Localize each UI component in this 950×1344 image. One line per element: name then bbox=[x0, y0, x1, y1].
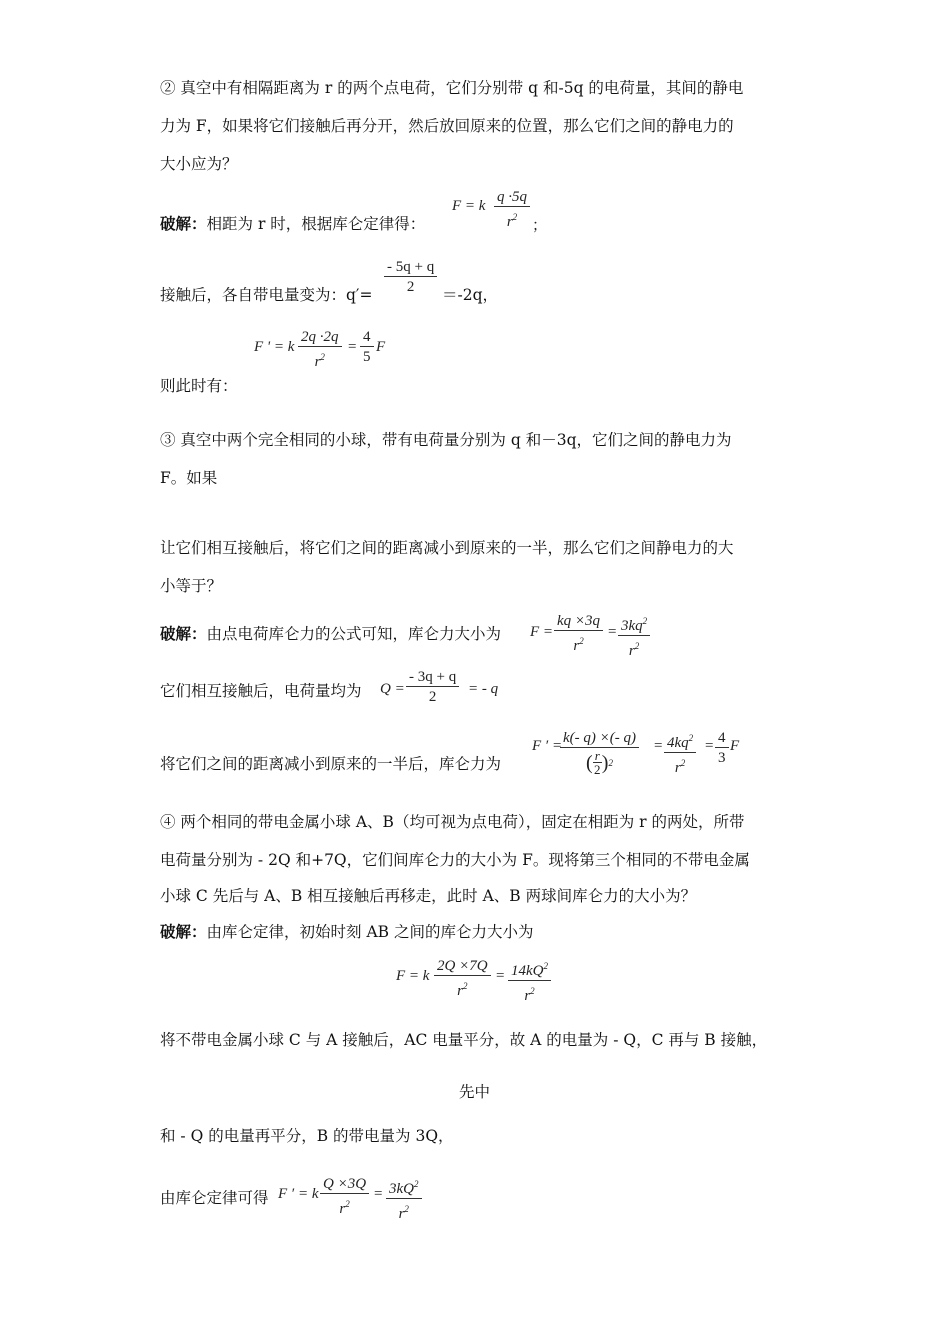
s3-question-line-2: F。如果 bbox=[160, 469, 218, 487]
s4-solution-line bbox=[160, 922, 533, 942]
denominator: $r^2$ bbox=[339, 1199, 350, 1217]
s3-force3-fraction bbox=[560, 729, 639, 776]
numerator: - 3q + q bbox=[406, 668, 459, 687]
solution-label: 破解： bbox=[160, 214, 207, 233]
numerator: q ·5q bbox=[494, 188, 530, 207]
s4-formula-lhs: F = k bbox=[396, 968, 430, 984]
s4-question-line-3: 小球 C 先后与 A、B 相互接触后再移走，此时 A、B 两球间库仑力的大小为？ bbox=[160, 887, 697, 905]
s3-half-line: 将它们之间的距离减小到原来的一半后，库仑力为 bbox=[160, 755, 502, 773]
s2-contact-line: 接触后，各自带电量变为：q′= bbox=[160, 286, 373, 304]
s2-charge-fraction bbox=[384, 258, 437, 296]
numerator: $4kq^2$ bbox=[664, 729, 696, 753]
s3-charge-result: = - q bbox=[468, 681, 499, 697]
numerator: $3kq^2$ bbox=[618, 612, 650, 636]
s4-formula-equals: = bbox=[496, 968, 505, 984]
solution-label: 破解： bbox=[160, 624, 207, 643]
s2-force2-fraction bbox=[298, 328, 342, 371]
numerator: 4 bbox=[360, 328, 374, 347]
denominator: $r^2$ bbox=[398, 1204, 409, 1222]
s2-formula-tail: ； bbox=[532, 218, 548, 234]
s4-force4-lhs: F ′ = k bbox=[278, 1186, 319, 1202]
denominator: $r^2$ bbox=[573, 636, 584, 654]
numerator: $14kQ^2$ bbox=[508, 957, 551, 981]
s2-force2-lhs: F ' = k bbox=[254, 339, 295, 355]
s3-force3-lhs: F ′ = bbox=[532, 738, 563, 754]
s3-charge-lhs: Q = bbox=[380, 681, 405, 697]
s3-formula-fraction bbox=[554, 612, 603, 655]
s2-formula-fraction bbox=[494, 188, 530, 231]
s3-force3-tail: F bbox=[730, 738, 740, 754]
s4-question-line-1: ④ 两个相同的带电金属小球 A、B（均可视为点电荷），固定在相距为 r 的两处，所带 bbox=[160, 813, 745, 831]
s2-solution-line bbox=[160, 214, 425, 234]
s3-formula-fraction-2 bbox=[618, 612, 650, 660]
s2-question-line-3: 大小应为？ bbox=[160, 155, 238, 173]
denominator: $r^2$ bbox=[628, 641, 640, 659]
numerator: 2Q ×7Q bbox=[434, 957, 491, 976]
s2-force2-equals: = bbox=[348, 339, 357, 355]
denominator: $r^2$ bbox=[506, 212, 518, 230]
s2-formula-lhs: F = k bbox=[452, 198, 486, 214]
solution-text: 由库仑定律，初始时刻 AB 之间的库仑力大小为 bbox=[206, 923, 534, 941]
s4-question-line-2: 电荷量分别为 - 2Q 和+7Q，它们间库仑力的大小为 F。现将第三个相同的不带电金属 bbox=[160, 851, 750, 869]
denominator: 3 bbox=[718, 750, 726, 766]
numerator: 4 bbox=[715, 729, 729, 748]
denominator: $r^2$ bbox=[457, 981, 468, 999]
s3-formula-equals: = bbox=[608, 624, 617, 640]
s2-question-line-2: 力为 F，如果将它们接触后再分开，然后放回原来的位置，那么它们之间的静电力的 bbox=[160, 117, 734, 135]
numerator: k(- q) ×(- q) bbox=[560, 729, 639, 748]
s3-question-line-4: 小等于？ bbox=[160, 577, 223, 595]
numerator: - 5q + q bbox=[384, 258, 437, 277]
numerator: Q ×3Q bbox=[320, 1175, 369, 1194]
s4-force4-fraction-2 bbox=[386, 1175, 422, 1223]
solution-text: 由点电荷库仑力的公式可知，库仑力大小为 bbox=[206, 625, 502, 643]
s3-solution-line bbox=[160, 624, 501, 644]
s3-force3-ratio bbox=[715, 729, 729, 767]
denominator: $r^2$ bbox=[524, 986, 535, 1004]
s4-force4-equals: = bbox=[374, 1186, 383, 1202]
s3-formula-lhs: F = bbox=[530, 624, 554, 640]
s2-question-line-1: ② 真空中有相隔距离为 r 的两个点电荷，它们分别带 q 和-5q 的电荷量，其间的静电 bbox=[160, 79, 744, 97]
s4-final-line: 由库仑定律可得 bbox=[160, 1189, 269, 1207]
denominator: ( r 2 ) 2 bbox=[586, 748, 613, 777]
denominator: 2 bbox=[406, 279, 415, 295]
s3-force3-fraction-2 bbox=[664, 729, 696, 777]
s4-formula-fraction bbox=[434, 957, 491, 1000]
numerator: kq ×3q bbox=[554, 612, 603, 631]
s3-charge-fraction bbox=[406, 668, 459, 706]
solution-label: 破解： bbox=[160, 922, 207, 941]
s4-formula-fraction-2 bbox=[508, 957, 551, 1005]
s4-and-line: 和 - Q 的电量再平分，B 的带电量为 3Q， bbox=[160, 1127, 454, 1145]
denominator: $r^2$ bbox=[674, 758, 686, 776]
s2-force2-ratio bbox=[360, 328, 374, 366]
s2-charge-result: ＝-2q， bbox=[442, 286, 499, 304]
s3-question-line-3: 让它们相互接触后，将它们之间的距离减小到原来的一半，那么它们之间静电力的大 bbox=[160, 539, 734, 557]
denominator: $r^2$ bbox=[314, 352, 325, 370]
denominator: 5 bbox=[363, 349, 371, 365]
s3-contact-line: 它们相互接触后，电荷量均为 bbox=[160, 682, 362, 700]
s2-force2-tail: F bbox=[376, 339, 386, 355]
s2-then-line: 则此时有： bbox=[160, 377, 238, 395]
s4-force4-fraction bbox=[320, 1175, 369, 1218]
s4-middle-text: 先中 bbox=[459, 1083, 491, 1101]
denominator: 2 bbox=[428, 689, 437, 705]
s4-c-contact-line: 将不带电金属小球 C 与 A 接触后，AC 电量平分，故 A 的电量为 - Q，C 再与 B 接触， bbox=[160, 1031, 768, 1049]
numerator: 2q ·2q bbox=[298, 328, 342, 347]
s3-force3-equals: = bbox=[654, 738, 663, 754]
solution-text: 相距为 r 时，根据库仑定律得： bbox=[206, 215, 426, 233]
s3-force3-equals-2: = bbox=[705, 738, 714, 754]
s3-question-line-1: ③ 真空中两个完全相同的小球，带有电荷量分别为 q 和－3q，它们之间的静电力为 bbox=[160, 431, 732, 449]
numerator: $3kQ^2$ bbox=[386, 1175, 422, 1199]
